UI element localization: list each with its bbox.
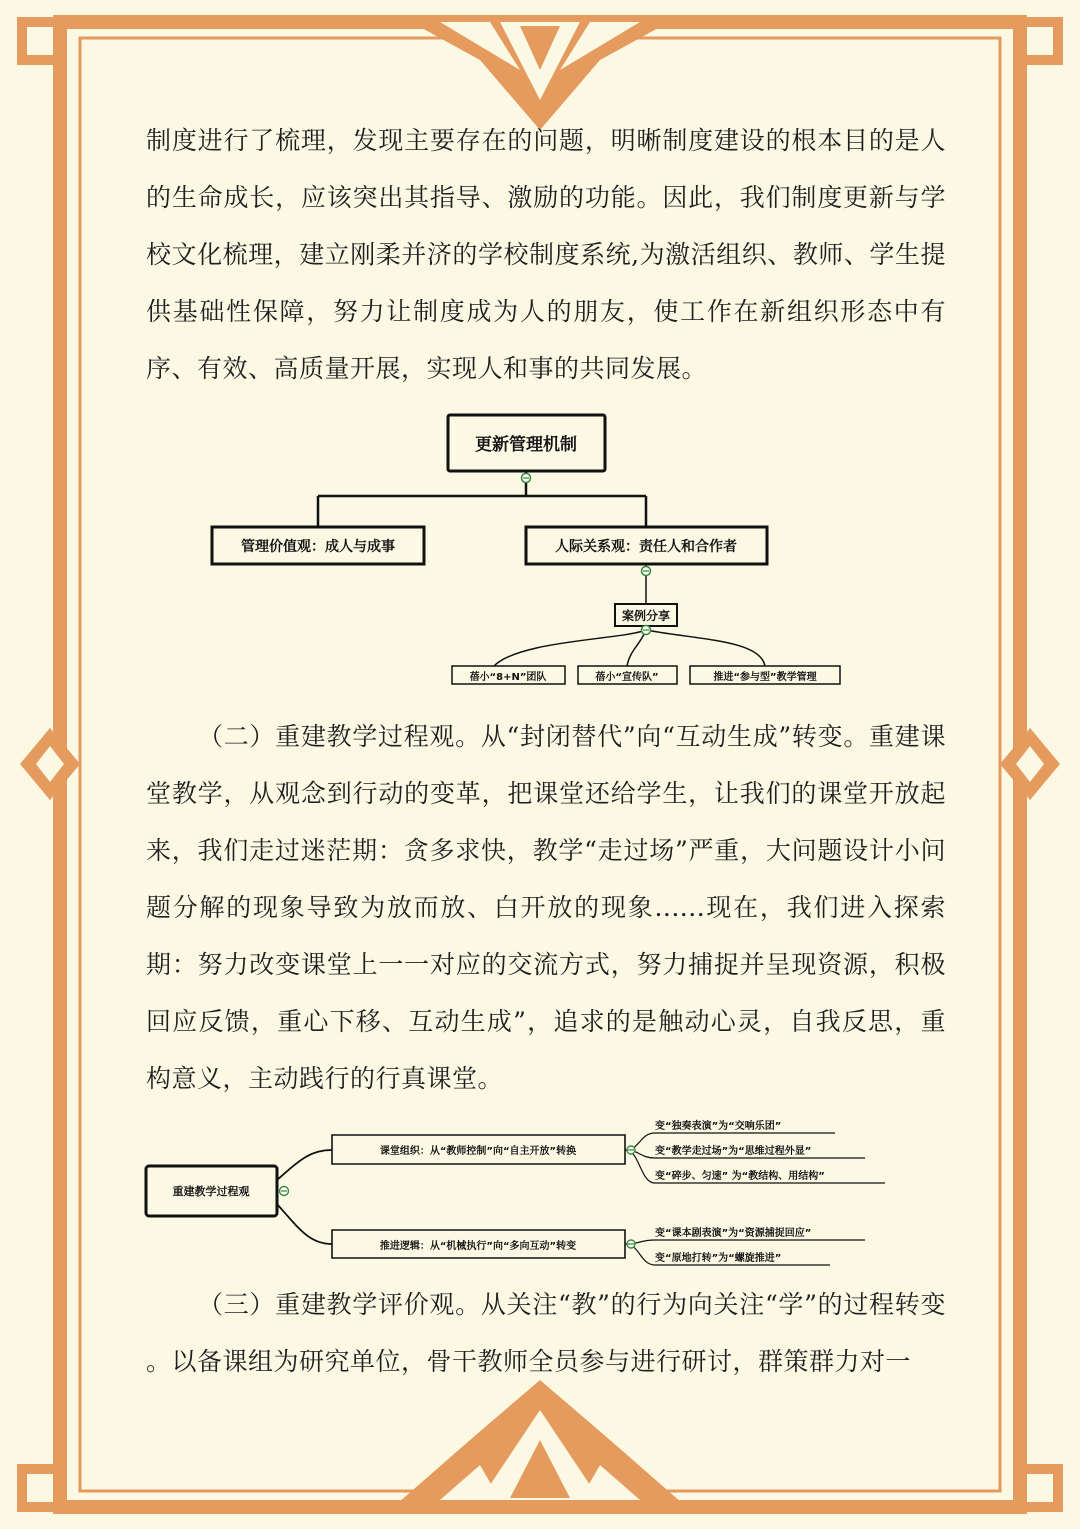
mindmap1-left-label: 管理价值观：成人与成事	[241, 539, 395, 555]
mindmap2-item-label: 变“教学走过场”为“思维过程外显”	[655, 1146, 812, 1157]
mindmap1-case-label: 案例分享	[621, 609, 671, 623]
paragraph-system-reform: 制度进行了梳理，发现主要存在的问题，明晰制度建设的根本目的是人的生命成长，应该突出其指导、激励的功能。因此，我们制度更新与学校文化梳理，建立刚柔并济的学校制度系统,为激活组织、教师、学生提供基础性保障，努力让制度成为人的朋友，使工作在新组织形态中有序、有效、高质量开展，实现人和事的共同发展。	[146, 126, 946, 383]
mindmap2-root-label: 重建教学过程观	[172, 1185, 250, 1198]
mindmap1-right-label: 人际关系观：责任人和合作者	[555, 539, 737, 555]
mindmap2-item-label: 变“原地打转”为“螺旋推进”	[655, 1253, 782, 1264]
paragraph-teaching-evaluation: （三）重建教学评价观。从关注“教”的行为向关注“学”的过程转变 。以备课组为研究单位，骨干教师全员参与进行研讨，群策群力对一	[146, 1290, 946, 1376]
mindmap1-leaf-label: 推进“参与型”教学管理	[713, 672, 817, 683]
mindmap2-item-label: 变“碎步、匀速” 为“教结构、用结构”	[655, 1171, 825, 1182]
mindmap2-item-label: 变“课本剧表演”为“资源捕捉回应”	[655, 1228, 812, 1239]
mindmap2-item-label: 变“独奏表演”为“交响乐团”	[655, 1121, 782, 1132]
mindmap1-leaf-label: 蓓小“8+N”团队	[469, 672, 547, 683]
mindmap1-root-label: 更新管理机制	[475, 435, 577, 455]
mindmap2-branch2-label: 推进逻辑：从“机械执行”向“多向互动”转变	[379, 1241, 577, 1252]
mindmap2-branch1-label: 课堂组织：从“教师控制”向“自主开放”转换	[379, 1146, 577, 1157]
mindmap1-leaf-label: 蓓小“宣传队”	[595, 672, 659, 683]
paragraph-teaching-process: （二）重建教学过程观。从“封闭替代”向“互动生成”转变。重建课堂教学，从观念到行动的变革，把课堂还给学生，让我们的课堂开放起来，我们走过迷茫期：贪多求快，教学“走过场”严重，大问题设计小问题分解的现象导致为放而放、白开放的现象......现在，我们进入探索期：努力改变课堂上一一对应的交流方式，努力捕捉并呈现资源，积极回应反馈，重心下移、互动生成”，追求的是触动心灵，自我反思，重构意义，主动践行的行真课堂。	[146, 722, 946, 1093]
